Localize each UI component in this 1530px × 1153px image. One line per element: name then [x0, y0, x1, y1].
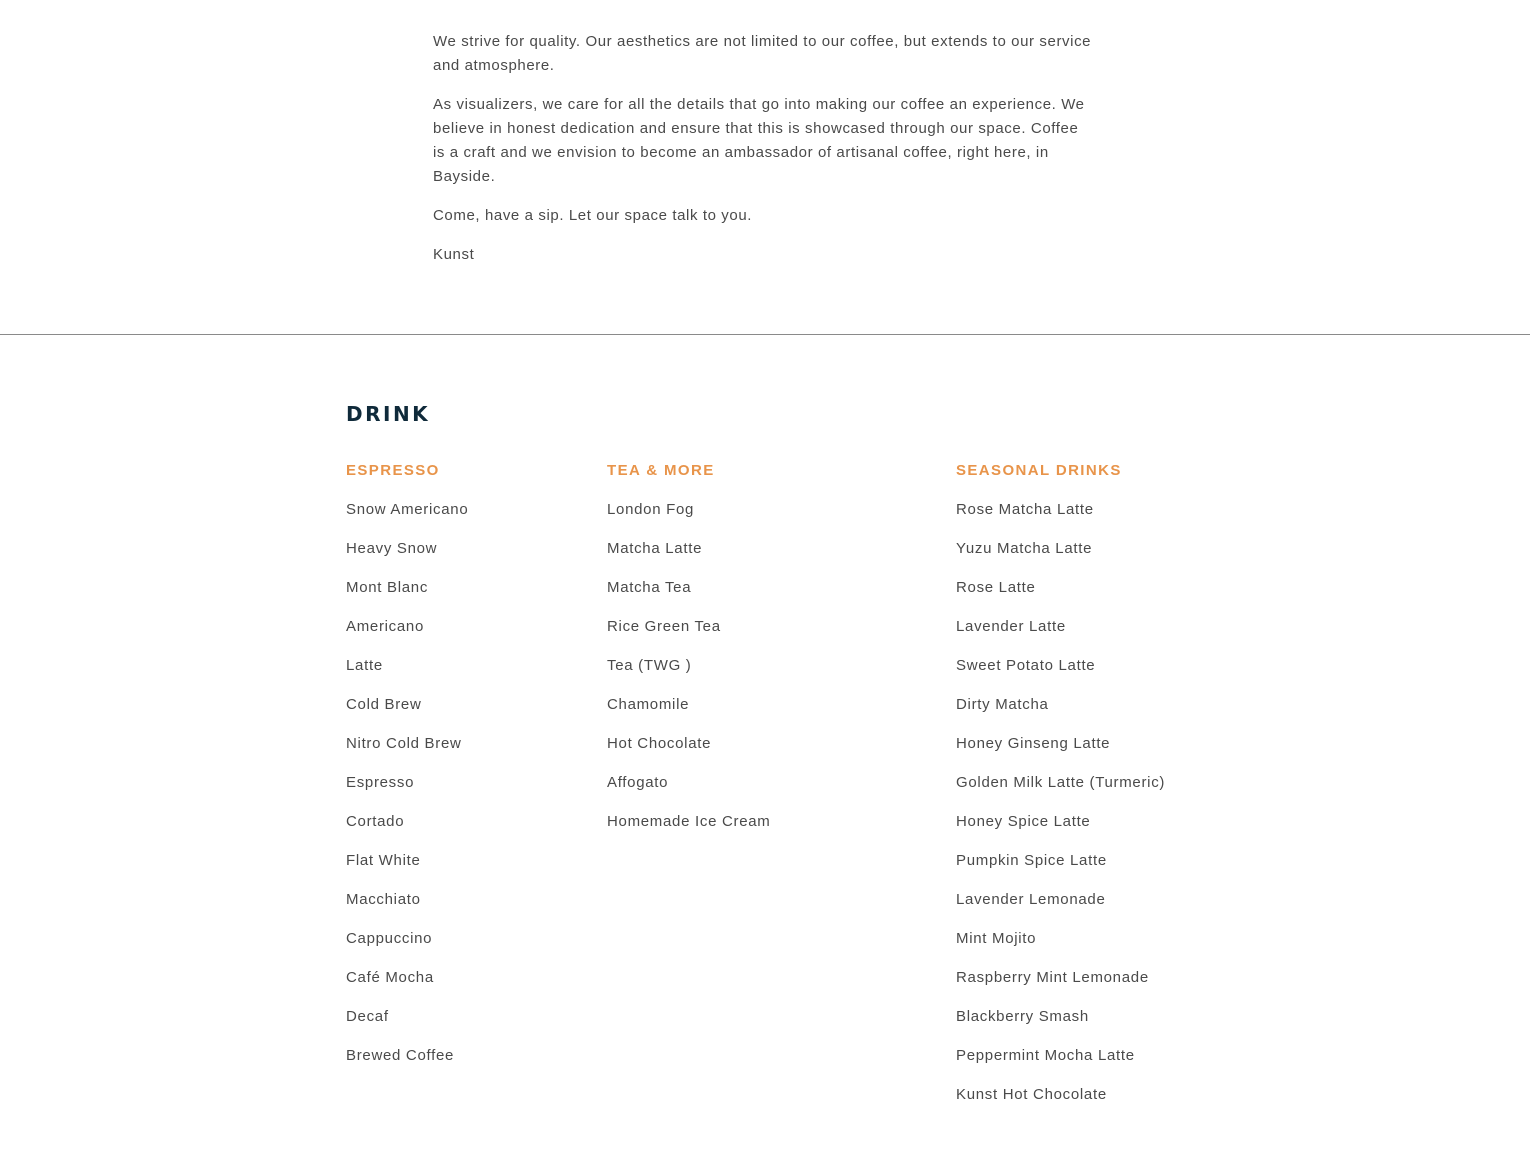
menu-title: DRINK: [346, 402, 431, 426]
menu-item: Raspberry Mint Lemonade: [956, 969, 1149, 986]
menu-item: Mint Mojito: [956, 930, 1037, 947]
menu-item: Brewed Coffee: [346, 1047, 455, 1064]
menu-item: Espresso: [346, 774, 415, 791]
menu-column-espresso: [346, 459, 468, 1083]
about-signature: Kunst: [433, 246, 475, 263]
menu-item: Cappuccino: [346, 930, 433, 947]
menu-item: Tea (TWG ): [607, 657, 692, 674]
menu-item: Cold Brew: [346, 696, 422, 713]
menu-item: Honey Spice Latte: [956, 813, 1091, 830]
menu-column-tea-and-more: [607, 459, 771, 849]
menu-item: Sweet Potato Latte: [956, 657, 1096, 674]
menu-item: Hot Chocolate: [607, 735, 712, 752]
menu-item: Café Mocha: [346, 969, 434, 986]
menu-item: Honey Ginseng Latte: [956, 735, 1111, 752]
menu-item-list: [956, 498, 1165, 1122]
menu-column-seasonal-drinks: [956, 459, 1165, 1122]
menu-item: Latte: [346, 657, 383, 674]
menu-column-heading: SEASONAL DRINKS: [956, 462, 1122, 479]
menu-item: Kunst Hot Chocolate: [956, 1086, 1107, 1103]
menu-item: Peppermint Mocha Latte: [956, 1047, 1135, 1064]
menu-item: Snow Americano: [346, 501, 469, 518]
about-section: [433, 30, 1093, 282]
menu-item: Affogato: [607, 774, 669, 791]
menu-item: Flat White: [346, 852, 421, 869]
menu-column-heading: TEA & MORE: [607, 462, 715, 479]
menu-item: Decaf: [346, 1008, 389, 1025]
menu-item: Lavender Lemonade: [956, 891, 1106, 908]
menu-item: Cortado: [346, 813, 405, 830]
section-divider: [0, 334, 1530, 335]
menu-item: Macchiato: [346, 891, 421, 908]
menu-item: Rose Latte: [956, 579, 1036, 596]
menu-item: Nitro Cold Brew: [346, 735, 462, 752]
menu-item: Mont Blanc: [346, 579, 429, 596]
menu-item: Blackberry Smash: [956, 1008, 1089, 1025]
menu-item: Dirty Matcha: [956, 696, 1049, 713]
menu-item-list: [607, 498, 771, 849]
menu-item: Rose Matcha Latte: [956, 501, 1094, 518]
menu-column-heading: ESPRESSO: [346, 462, 440, 479]
menu-item: Yuzu Matcha Latte: [956, 540, 1093, 557]
menu-item: Lavender Latte: [956, 618, 1066, 635]
menu-item: Heavy Snow: [346, 540, 438, 557]
menu-item: Chamomile: [607, 696, 690, 713]
menu-item: Rice Green Tea: [607, 618, 721, 635]
menu-item: Homemade Ice Cream: [607, 813, 771, 830]
menu-item-list: [346, 498, 468, 1083]
menu-item: London Fog: [607, 501, 695, 518]
menu-item: Matcha Tea: [607, 579, 692, 596]
about-paragraph: As visualizers, we care for all the details that go into making our coffee an experience. We believe in honest dedication and ensure that this is showcased through our space. Coffee is a craft and we envision to become an ambassador of artisanal coffee, right here, in Bayside.: [433, 96, 1085, 185]
menu-item: Matcha Latte: [607, 540, 703, 557]
about-paragraph: Come, have a sip. Let our space talk to you.: [433, 207, 753, 224]
menu-item: Golden Milk Latte (Turmeric): [956, 774, 1166, 791]
about-paragraph: We strive for quality. Our aesthetics are not limited to our coffee, but extends to our service and atmosphere.: [433, 33, 1092, 74]
menu-item: Americano: [346, 618, 424, 635]
menu-item: Pumpkin Spice Latte: [956, 852, 1107, 869]
